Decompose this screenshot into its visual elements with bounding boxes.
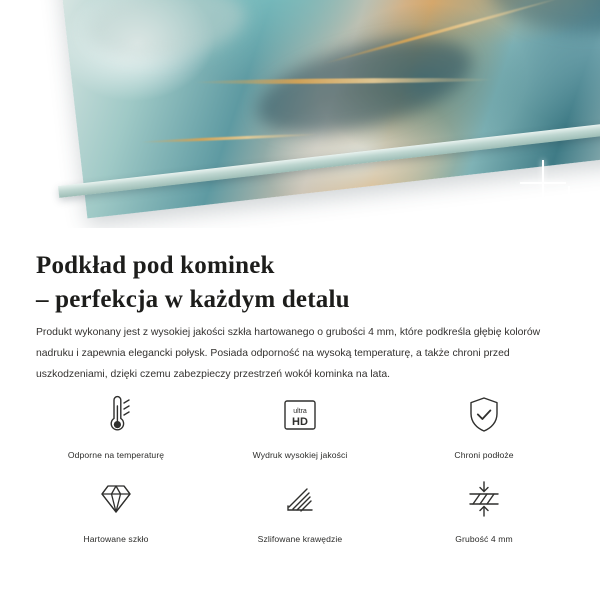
svg-text:HD: HD xyxy=(292,416,308,428)
feature-grid xyxy=(24,392,576,560)
page-title xyxy=(36,249,576,317)
ink-blot-teal xyxy=(480,0,600,40)
ink-blot-dark xyxy=(248,20,481,153)
sparkle-icon xyxy=(556,186,582,212)
feature-item-protection xyxy=(392,392,576,476)
gold-streak xyxy=(139,133,319,144)
feature-label: Grubość 4 mm xyxy=(455,534,513,544)
feature-item-temperature xyxy=(24,392,208,476)
feature-item-thickness xyxy=(392,476,576,560)
feature-label: Odporne na temperaturę xyxy=(67,450,165,460)
feature-label: Chroni podłoże xyxy=(454,450,514,460)
polished-edge-icon xyxy=(279,476,321,522)
feature-item-tempered-glass xyxy=(24,476,208,560)
svg-text:ultra: ultra xyxy=(293,408,307,415)
body-paragraph: Produkt wykonany jest z wysokiej jakości szkła hartowanego o grubości 4 mm, które podkreśla głębię kolorów nadruku i zapewnia elegancki połysk. Posiada odporność na wysoką temperaturę, a także chroni przed uszkodzeniami, dzięki czemu zabezpieczy przestrzeń wokół kominka na lata. xyxy=(36,327,541,381)
shield-check-icon xyxy=(464,392,504,438)
thickness-arrows-icon xyxy=(462,476,506,522)
headline-line-2: – perfekcja w każdym detalu xyxy=(36,285,350,313)
feature-label: Wydruk wysokiej jakości xyxy=(252,450,348,460)
feature-item-polished-edges xyxy=(208,476,392,560)
feature-item-print-quality xyxy=(208,392,392,476)
hero-image xyxy=(0,0,600,228)
diamond-icon xyxy=(94,476,138,522)
thermometer-icon xyxy=(96,392,136,438)
ink-blot-light xyxy=(82,0,249,67)
feature-label: Hartowane szkło xyxy=(83,534,149,544)
headline-line-1: Podkład pod kominek xyxy=(36,251,275,279)
feature-label: Szlifowane krawędzie xyxy=(257,534,343,544)
ultra-hd-icon xyxy=(279,392,321,438)
